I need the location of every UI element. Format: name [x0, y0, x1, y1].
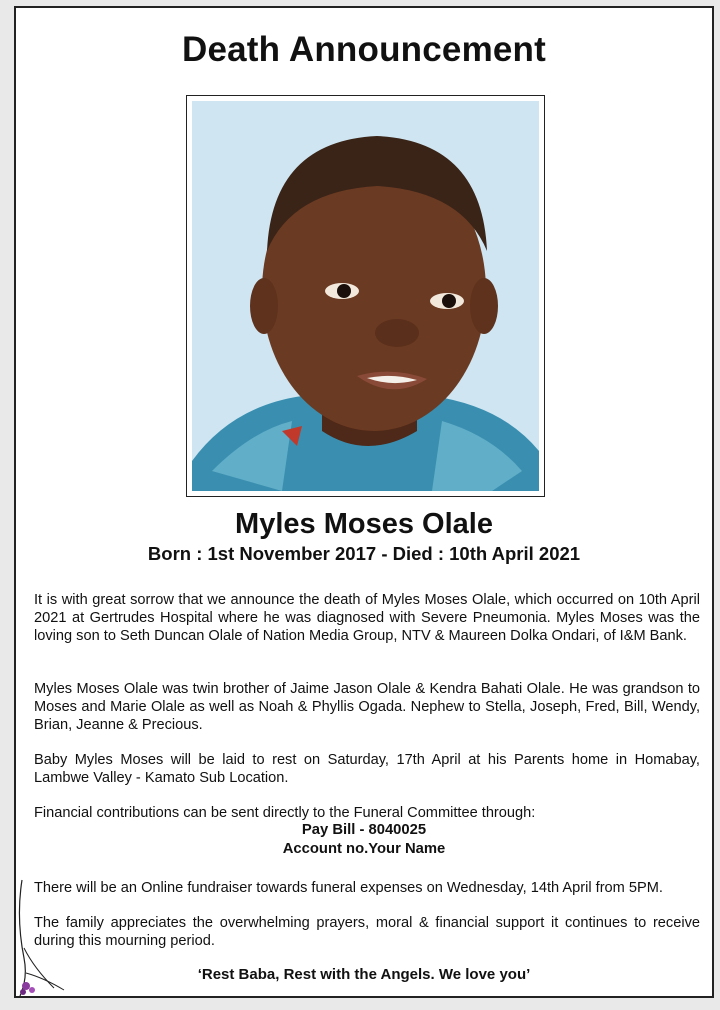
announcement-sheet: [14, 6, 714, 998]
account-number: Account no.Your Name: [282, 841, 446, 857]
portrait-frame: [186, 95, 545, 497]
child-portrait-illustration: [192, 101, 539, 491]
birth-death-dates: Born : 1st November 2017 - Died : 10th April 2021: [147, 543, 581, 564]
floral-flourish-icon: [14, 878, 74, 1000]
deceased-name: Myles Moses Olale: [235, 508, 493, 540]
page-title: Death Announcement: [182, 30, 546, 69]
appreciation-paragraph: The family appreciates the overwhelming prayers, moral & financial support it continues to receive during this mourning period.: [34, 915, 700, 949]
burial-paragraph: Baby Myles Moses will be laid to rest on Saturday, 17th April at his Parents home in Homabay, Lambwe Valley - Kamato Sub Location.: [34, 752, 700, 786]
pay-bill-number: Pay Bill - 8040025: [301, 822, 427, 838]
portrait-photo: [192, 101, 539, 491]
family-paragraph: Myles Moses Olale was twin brother of Jaime Jason Olale & Kendra Bahati Olale. He was grandson to Moses and Marie Olale as well as Noah & Phyllis Ogada. Nephew to Stella, Joseph, Fred, Bill, Wendy, Brian, Jeanne & Precious.: [34, 681, 700, 733]
closing-quote: ‘Rest Baba, Rest with the Angels. We love you’: [197, 966, 531, 983]
announcement-paragraph: It is with great sorrow that we announce the death of Myles Moses Olale, which occurred on 10th April 2021 at Gertrudes Hospital where he was diagnosed with Severe Pneumonia. Myles Moses was the loving son to Seth Duncan Olale of Nation Media Group, NTV & Maureen Dolka Ondari, of I&M Bank.: [34, 592, 700, 644]
contributions-paragraph: Financial contributions can be sent directly to the Funeral Committee through:: [34, 805, 536, 821]
fundraiser-paragraph: There will be an Online fundraiser towards funeral expenses on Wednesday, 14th April from 5PM.: [34, 880, 663, 896]
